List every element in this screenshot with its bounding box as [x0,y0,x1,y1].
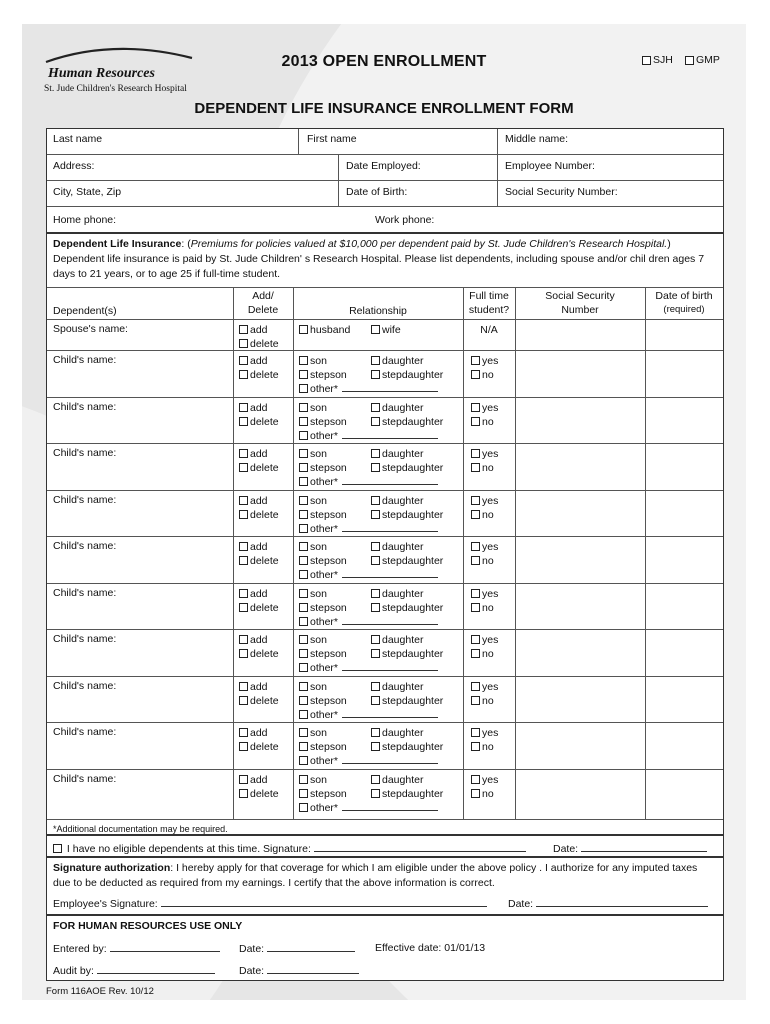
checkbox[interactable] [471,510,480,519]
child-delete-option[interactable]: delete [239,415,279,429]
stepdaughter-option[interactable]: stepdaughter [371,508,443,522]
child-row [47,769,723,816]
other-relationship-line[interactable] [342,615,438,625]
checkbox[interactable] [371,696,380,705]
dependents-section [46,233,724,835]
child-delete-option[interactable]: delete [239,740,279,754]
checkbox[interactable] [371,789,380,798]
effective-date: Effective date: 01/01/13 [375,942,486,954]
child-row [47,536,723,583]
hr-use-title: FOR HUMAN RESOURCES USE ONLY [53,920,243,932]
col-header-relationship: Relationship [349,305,407,317]
student-no-option[interactable]: no [471,554,494,568]
checkbox[interactable] [371,449,380,458]
checkbox[interactable] [371,682,380,691]
stepson-option[interactable]: stepson [299,694,347,708]
child-row [47,629,723,676]
checkbox[interactable] [299,742,308,751]
instructions: Dependent Life Insurance: (Premiums for policies valued at $10,000 per dependent paid by St. Jude Children's Research Hospital.) Dependent life insurance is paid by St. Jude Children' s Research Hospital. Please list dependents, including spouse and/or chil dren ages 7 days to 21 years, or to age 25 if full-time student. [53,238,705,280]
checkbox[interactable] [239,635,248,644]
stepdaughter-option[interactable]: stepdaughter [371,694,443,708]
child-add-option[interactable]: add [239,354,268,368]
logo-title: Human Resources [48,66,155,81]
other-option[interactable]: other* [299,661,438,675]
checkbox[interactable] [299,635,308,644]
checkbox[interactable] [299,510,308,519]
other-relationship-line[interactable] [342,429,438,439]
checkbox[interactable] [299,710,308,719]
checkbox[interactable] [239,510,248,519]
checkbox[interactable] [371,417,380,426]
checkbox[interactable] [239,649,248,658]
checkbox[interactable] [471,603,480,612]
other-relationship-line[interactable] [342,708,438,718]
employee-signature-line[interactable] [161,897,487,907]
checkbox[interactable] [371,635,380,644]
child-delete-option[interactable]: delete [239,508,279,522]
checkbox[interactable] [299,417,308,426]
checkbox[interactable] [239,449,248,458]
checkbox[interactable] [471,649,480,658]
other-option[interactable]: other* [299,754,438,768]
checkbox[interactable] [371,728,380,737]
col-header-dob: Date of birth [655,290,713,302]
checkbox[interactable] [299,603,308,612]
checkbox[interactable] [471,403,480,412]
checkbox[interactable] [239,742,248,751]
child-row [47,443,723,490]
child-add-option[interactable]: add [239,401,268,415]
checkbox[interactable] [371,742,380,751]
employee-number-field[interactable]: Employee Number: [505,160,595,172]
checkbox[interactable] [371,603,380,612]
checkbox[interactable] [371,356,380,365]
checkbox[interactable] [371,463,380,472]
checkbox[interactable] [299,431,308,440]
col-header-ssn: Social Security Number [545,290,615,316]
first-name-field[interactable]: First name [307,133,357,145]
child-name-label[interactable]: Child's name: [53,679,117,692]
child-name-label[interactable]: Child's name: [53,772,117,785]
student-no-option[interactable]: no [471,508,494,522]
checkbox[interactable] [239,325,248,334]
stepdaughter-option[interactable]: stepdaughter [371,601,443,615]
child-name-label[interactable]: Child's name: [53,633,117,645]
child-delete-option[interactable]: delete [239,601,279,615]
entered-by-label: Entered by: [53,943,107,955]
checkbox[interactable] [239,463,248,472]
stepson-option[interactable]: stepson [299,508,347,522]
checkbox[interactable] [239,356,248,365]
other-relationship-line[interactable] [342,661,438,671]
checkbox[interactable] [239,682,248,691]
audit-by-line[interactable] [97,964,215,974]
checkbox[interactable] [471,775,480,784]
entered-by-line[interactable] [110,942,220,952]
checkbox[interactable] [471,682,480,691]
checkbox[interactable] [299,542,308,551]
child-delete-option[interactable]: delete [239,694,279,708]
col-header-add-delete: Add/ Delete [247,290,279,316]
son-option[interactable]: son [299,773,327,787]
daughter-option[interactable]: daughter [371,401,423,415]
authorization-heading: Signature authorization [53,862,171,874]
stepdaughter-option[interactable]: stepdaughter [371,787,443,801]
son-option[interactable]: son [299,633,327,647]
authorization-text: Signature authorization: I hereby apply for that coverage for which I am eligible under the above policy . I authorize for any imputed taxes due to be deducted as required from my earnings. I certify that the above information is correct. [53,862,698,889]
child-add-option[interactable]: add [239,726,268,740]
checkbox[interactable] [299,356,308,365]
checkbox[interactable] [299,649,308,658]
checkbox[interactable] [299,477,308,486]
location-sjh[interactable]: SJH [642,54,673,66]
stepdaughter-option[interactable]: stepdaughter [371,461,443,475]
checkbox[interactable] [239,603,248,612]
stepdaughter-option[interactable]: stepdaughter [371,554,443,568]
checkbox[interactable] [371,496,380,505]
home-phone-field[interactable]: Home phone: [53,214,117,226]
other-relationship-line[interactable] [342,754,438,764]
child-name-label[interactable]: Child's name: [53,493,117,506]
checkbox[interactable] [299,449,308,458]
checkbox[interactable] [471,789,480,798]
checkbox[interactable] [371,589,380,598]
child-name-label[interactable]: Child's name: [53,586,117,599]
instructions-heading: Dependent Life Insurance [53,238,182,250]
student-yes-option[interactable]: yes [471,587,498,601]
no-dependents-date-label: Date: [553,843,579,855]
stepdaughter-option[interactable]: stepdaughter [371,368,443,382]
checkbox[interactable] [471,635,480,644]
no-dependents-row [46,835,724,857]
stepson-option[interactable]: stepson [299,787,347,801]
child-name-label[interactable]: Child's name: [53,400,117,413]
student-no-option[interactable]: no [471,415,494,429]
checkbox[interactable] [471,496,480,505]
student-no-option[interactable]: no [471,461,494,475]
checkbox[interactable] [239,696,248,705]
child-delete-option[interactable]: delete [239,647,279,661]
no-dependents-checkbox[interactable] [53,844,62,853]
stepson-option[interactable]: stepson [299,601,347,615]
middle-name-field[interactable]: Middle name: [505,133,569,145]
child-delete-option[interactable]: delete [239,368,279,382]
employee-signature-label: Employee's Signature: [53,898,158,910]
other-relationship-line[interactable] [342,568,438,578]
checkbox[interactable] [239,789,248,798]
child-delete-option[interactable]: delete [239,787,279,801]
child-name-label[interactable]: Child's name: [53,726,117,738]
audit-date-line[interactable] [267,964,359,974]
child-row [47,676,723,723]
checkbox[interactable] [299,589,308,598]
form-title: DEPENDENT LIFE INSURANCE ENROLLMENT FORM [194,100,574,117]
child-row [47,397,723,444]
checkbox[interactable] [471,742,480,751]
checkbox[interactable] [299,617,308,626]
spouse-name-label[interactable]: Spouse's name: [53,323,128,335]
checkbox[interactable] [371,370,380,379]
other-relationship-line[interactable] [342,522,438,532]
other-option[interactable]: other* [299,382,438,396]
checkbox[interactable] [299,325,308,334]
date-of-birth-field[interactable]: Date of Birth: [346,186,408,198]
spouse-add-option[interactable]: add [239,323,268,337]
checkbox[interactable] [239,417,248,426]
checkbox[interactable] [299,803,308,812]
checkbox[interactable] [471,556,480,565]
checkbox[interactable] [371,775,380,784]
other-option[interactable]: other* [299,475,438,489]
authorization-date-line[interactable] [536,897,708,907]
daughter-option[interactable]: daughter [371,354,423,368]
student-yes-option[interactable]: yes [471,354,498,368]
col-header-dob-note: (required) [663,304,705,315]
address-field[interactable]: Address: [53,160,95,172]
stepson-option[interactable]: stepson [299,415,347,429]
authorization-date-label: Date: [508,898,534,910]
checkbox[interactable] [299,696,308,705]
daughter-option[interactable]: daughter [371,540,423,554]
student-yes-option[interactable]: yes [471,447,498,461]
student-yes-option[interactable]: yes [471,540,498,554]
student-yes-option[interactable]: yes [471,773,498,787]
daughter-option[interactable]: daughter [371,633,423,647]
other-option[interactable]: other* [299,568,438,582]
checkbox[interactable] [299,403,308,412]
son-option[interactable]: son [299,587,327,601]
checkbox[interactable] [239,728,248,737]
no-dependents-text: I have no eligible dependents at this time. Signature: [66,843,311,855]
checkbox[interactable] [471,449,480,458]
checkbox[interactable] [239,542,248,551]
other-option[interactable]: other* [299,429,438,443]
other-option[interactable]: other* [299,708,438,722]
checkbox[interactable] [471,589,480,598]
other-relationship-line[interactable] [342,382,438,392]
son-option[interactable]: son [299,354,327,368]
signature-authorization [46,857,724,915]
checkbox[interactable] [239,403,248,412]
child-row [47,350,723,397]
student-yes-option[interactable]: yes [471,726,498,740]
checkbox[interactable] [299,524,308,533]
checkbox[interactable] [239,370,248,379]
spouse-delete-option[interactable]: delete [239,337,279,351]
student-yes-option[interactable]: yes [471,401,498,415]
student-no-option[interactable]: no [471,787,494,801]
stepdaughter-option[interactable]: stepdaughter [371,740,443,754]
checkbox[interactable] [471,370,480,379]
col-header-dependents: Dependent(s) [53,305,117,317]
checkbox[interactable] [299,496,308,505]
student-no-option[interactable]: no [471,647,494,661]
no-dependents-date-line[interactable] [581,842,707,852]
form-page [22,24,746,1000]
employee-info [46,128,724,233]
stepson-option[interactable]: stepson [299,461,347,475]
checkbox[interactable] [471,463,480,472]
city-state-zip-field[interactable]: City, State, Zip [53,186,122,198]
checkbox[interactable] [299,370,308,379]
checkbox[interactable] [239,556,248,565]
other-option[interactable]: other* [299,522,438,536]
checkbox[interactable] [371,556,380,565]
instructions-body: Dependent life insurance is paid by St. Jude Children' s Research Hospital. Please list dependents, including spouse and/or chil dren ages 7 days to 21 years, or to age 25 if full-time student. [53,253,705,280]
other-relationship-line[interactable] [342,475,438,485]
child-add-option[interactable]: add [239,540,268,554]
checkbox[interactable] [471,728,480,737]
daughter-option[interactable]: daughter [371,587,423,601]
checkbox[interactable] [471,356,480,365]
child-name-label[interactable]: Child's name: [53,540,117,552]
student-no-option[interactable]: no [471,601,494,615]
daughter-option[interactable]: daughter [371,773,423,787]
checkbox[interactable] [371,542,380,551]
date-employed-field[interactable]: Date Employed: [346,160,421,172]
location-gmp[interactable]: GMP [685,54,720,66]
checkbox[interactable] [299,663,308,672]
son-option[interactable]: son [299,680,327,694]
checkbox[interactable] [471,542,480,551]
child-row [47,583,723,630]
hr-use-section [46,915,724,981]
documentation-footnote: *Additional documentation may be required. [53,824,228,834]
student-yes-option[interactable]: yes [471,633,498,647]
checkbox[interactable] [371,403,380,412]
child-add-option[interactable]: add [239,773,268,787]
daughter-option[interactable]: daughter [371,447,423,461]
son-option[interactable]: son [299,726,327,740]
other-option[interactable]: other* [299,615,438,629]
instructions-premium-note: Premiums for policies valued at $10,000 per dependent paid by St. Jude Children's Research Hospital. [190,238,668,250]
stepson-option[interactable]: stepson [299,554,347,568]
child-name-label[interactable]: Child's name: [53,447,117,459]
daughter-option[interactable]: daughter [371,726,423,740]
checkbox[interactable] [239,589,248,598]
child-add-option[interactable]: add [239,587,268,601]
student-no-option[interactable]: no [471,368,494,382]
child-name-label[interactable]: Child's name: [53,354,117,366]
daughter-option[interactable]: daughter [371,680,423,694]
spouse-student-na: N/A [480,324,498,336]
checkbox[interactable] [299,789,308,798]
stepson-option[interactable]: stepson [299,368,347,382]
no-dependents-signature-line[interactable] [314,842,526,852]
checkbox[interactable] [299,556,308,565]
checkbox[interactable] [371,649,380,658]
student-yes-option[interactable]: yes [471,494,498,508]
son-option[interactable]: son [299,540,327,554]
checkbox[interactable] [299,728,308,737]
stepdaughter-option[interactable]: stepdaughter [371,647,443,661]
child-add-option[interactable]: add [239,680,268,694]
col-header-full-time: Full time student? [468,290,510,316]
child-add-option[interactable]: add [239,494,268,508]
stepson-option[interactable]: stepson [299,647,347,661]
student-no-option[interactable]: no [471,740,494,754]
spouse-row [47,319,723,350]
checkbox[interactable] [239,775,248,784]
child-delete-option[interactable]: delete [239,461,279,475]
checkbox[interactable] [642,56,651,65]
entered-date-line[interactable] [267,942,355,952]
form-number: Form 116AOE Rev. 10/12 [46,986,154,997]
checkbox[interactable] [471,417,480,426]
checkbox[interactable] [471,696,480,705]
son-option[interactable]: son [299,447,327,461]
husband-option[interactable]: husband [299,323,350,337]
checkbox[interactable] [299,775,308,784]
page-title: 2013 OPEN ENROLLMENT [281,53,487,70]
child-delete-option[interactable]: delete [239,554,279,568]
dependents-table [47,287,723,819]
checkbox[interactable] [685,56,694,65]
checkbox[interactable] [299,463,308,472]
wife-option[interactable]: wife [371,323,401,337]
son-option[interactable]: son [299,401,327,415]
daughter-option[interactable]: daughter [371,494,423,508]
checkbox[interactable] [371,325,380,334]
entered-date-label: Date: [239,943,265,955]
stepson-option[interactable]: stepson [299,740,347,754]
checkbox[interactable] [299,682,308,691]
last-name-field[interactable]: Last name [53,133,103,145]
audit-date-label: Date: [239,965,265,977]
ssn-field[interactable]: Social Security Number: [505,186,618,198]
stepdaughter-option[interactable]: stepdaughter [371,415,443,429]
logo-subtitle: St. Jude Children's Research Hospital [44,84,187,94]
child-add-option[interactable]: add [239,447,268,461]
checkbox[interactable] [299,384,308,393]
checkbox[interactable] [299,756,308,765]
checkbox[interactable] [239,339,248,348]
student-yes-option[interactable]: yes [471,680,498,694]
checkbox[interactable] [299,570,308,579]
child-row [47,490,723,537]
checkbox[interactable] [239,496,248,505]
other-option[interactable]: other* [299,801,438,815]
checkbox[interactable] [371,510,380,519]
work-phone-field[interactable]: Work phone: [375,214,435,226]
audit-by-label: Audit by: [53,965,94,977]
son-option[interactable]: son [299,494,327,508]
child-add-option[interactable]: add [239,633,268,647]
other-relationship-line[interactable] [342,801,438,811]
student-no-option[interactable]: no [471,694,494,708]
child-row [47,722,723,769]
